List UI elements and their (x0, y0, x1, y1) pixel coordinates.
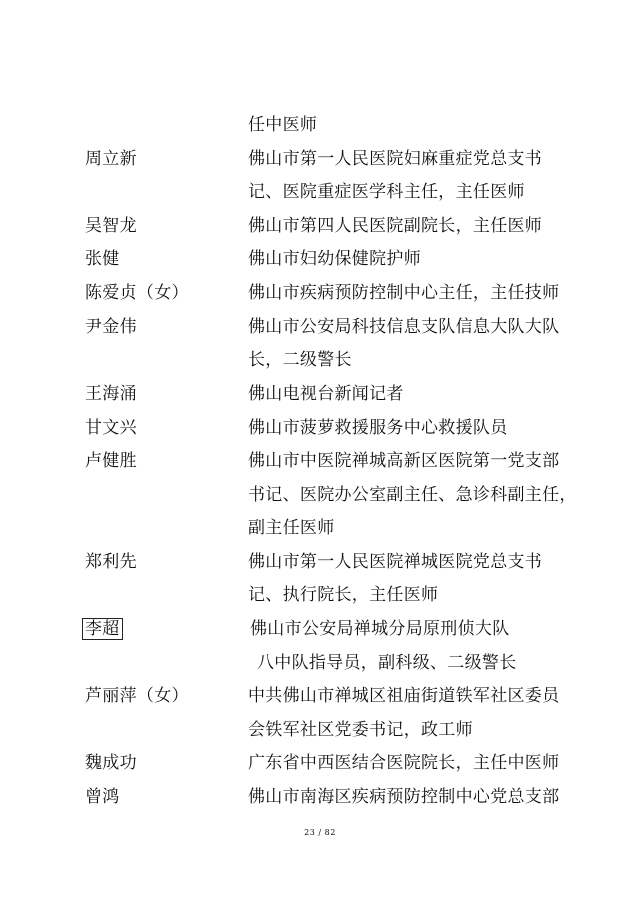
entry-description-line: 广东省中西医结合医院院长，主任中医师 (248, 753, 560, 773)
entry-description-line: 佛山市菠萝救援服务中心救援队员 (248, 418, 508, 438)
entry-description-line: 书记、医院办公室副主任、急诊科副主任， (248, 485, 577, 505)
entry-description-line: 记、医院重症医学科主任，主任医师 (248, 182, 525, 202)
entry-description-line: 佛山市第一人民医院妇麻重症党总支书 (248, 149, 543, 169)
entry-description-line: 佛山市公安局禅城分局原刑侦大队 (250, 619, 510, 639)
entry-name: 吴智龙 (85, 216, 137, 236)
entry-name: 陈爱贞（女） (85, 283, 189, 303)
entry-description-line: 佛山市第四人民医院副院长，主任医师 (248, 216, 543, 236)
entry-name: 甘文兴 (85, 418, 137, 438)
entry-description-line: 佛山电视台新闻记者 (248, 384, 404, 404)
entry-name: 曾鸿 (85, 787, 120, 807)
entry-name: 郑利先 (85, 552, 137, 572)
entry-description-line: 记、执行院长，主任医师 (248, 585, 439, 605)
entry-name: 张健 (85, 249, 120, 269)
entry-name: 周立新 (85, 149, 137, 169)
entry-description-line: 八中队指导员，副科级、二级警长 (257, 653, 517, 673)
entry-name: 尹金伟 (85, 317, 137, 337)
entry-description-line: 长，二级警长 (248, 350, 352, 370)
page-number: 23 / 82 (304, 828, 336, 837)
entry-name: 魏成功 (85, 753, 137, 773)
entry-description-line: 佛山市南海区疾病预防控制中心党总支部 (248, 787, 560, 807)
entry-description-line: 会铁军社区党委书记，政工师 (248, 720, 473, 740)
entry-description-line: 中共佛山市禅城区祖庙街道铁军社区委员 (248, 686, 560, 706)
highlighted-name: 李超 (82, 618, 123, 640)
entry-description-line: 副主任医师 (248, 518, 335, 538)
entry-name: 王海涌 (85, 384, 137, 404)
entry-name: 卢健胜 (85, 451, 137, 471)
entry-description-line: 佛山市疾病预防控制中心主任，主任技师 (248, 283, 560, 303)
entry-description-line: 佛山市妇幼保健院护师 (248, 249, 421, 269)
entry-description-line: 佛山市中医院禅城高新区医院第一党支部 (248, 451, 560, 471)
entry-description-line: 佛山市公安局科技信息支队信息大队大队 (248, 317, 560, 337)
entry-description-line: 佛山市第一人民医院禅城医院党总支书 (248, 552, 543, 572)
entry-name: 芦丽萍（女） (85, 686, 189, 706)
entry-name-boxed (85, 618, 123, 640)
entry-description-line: 任中医师 (248, 115, 318, 135)
